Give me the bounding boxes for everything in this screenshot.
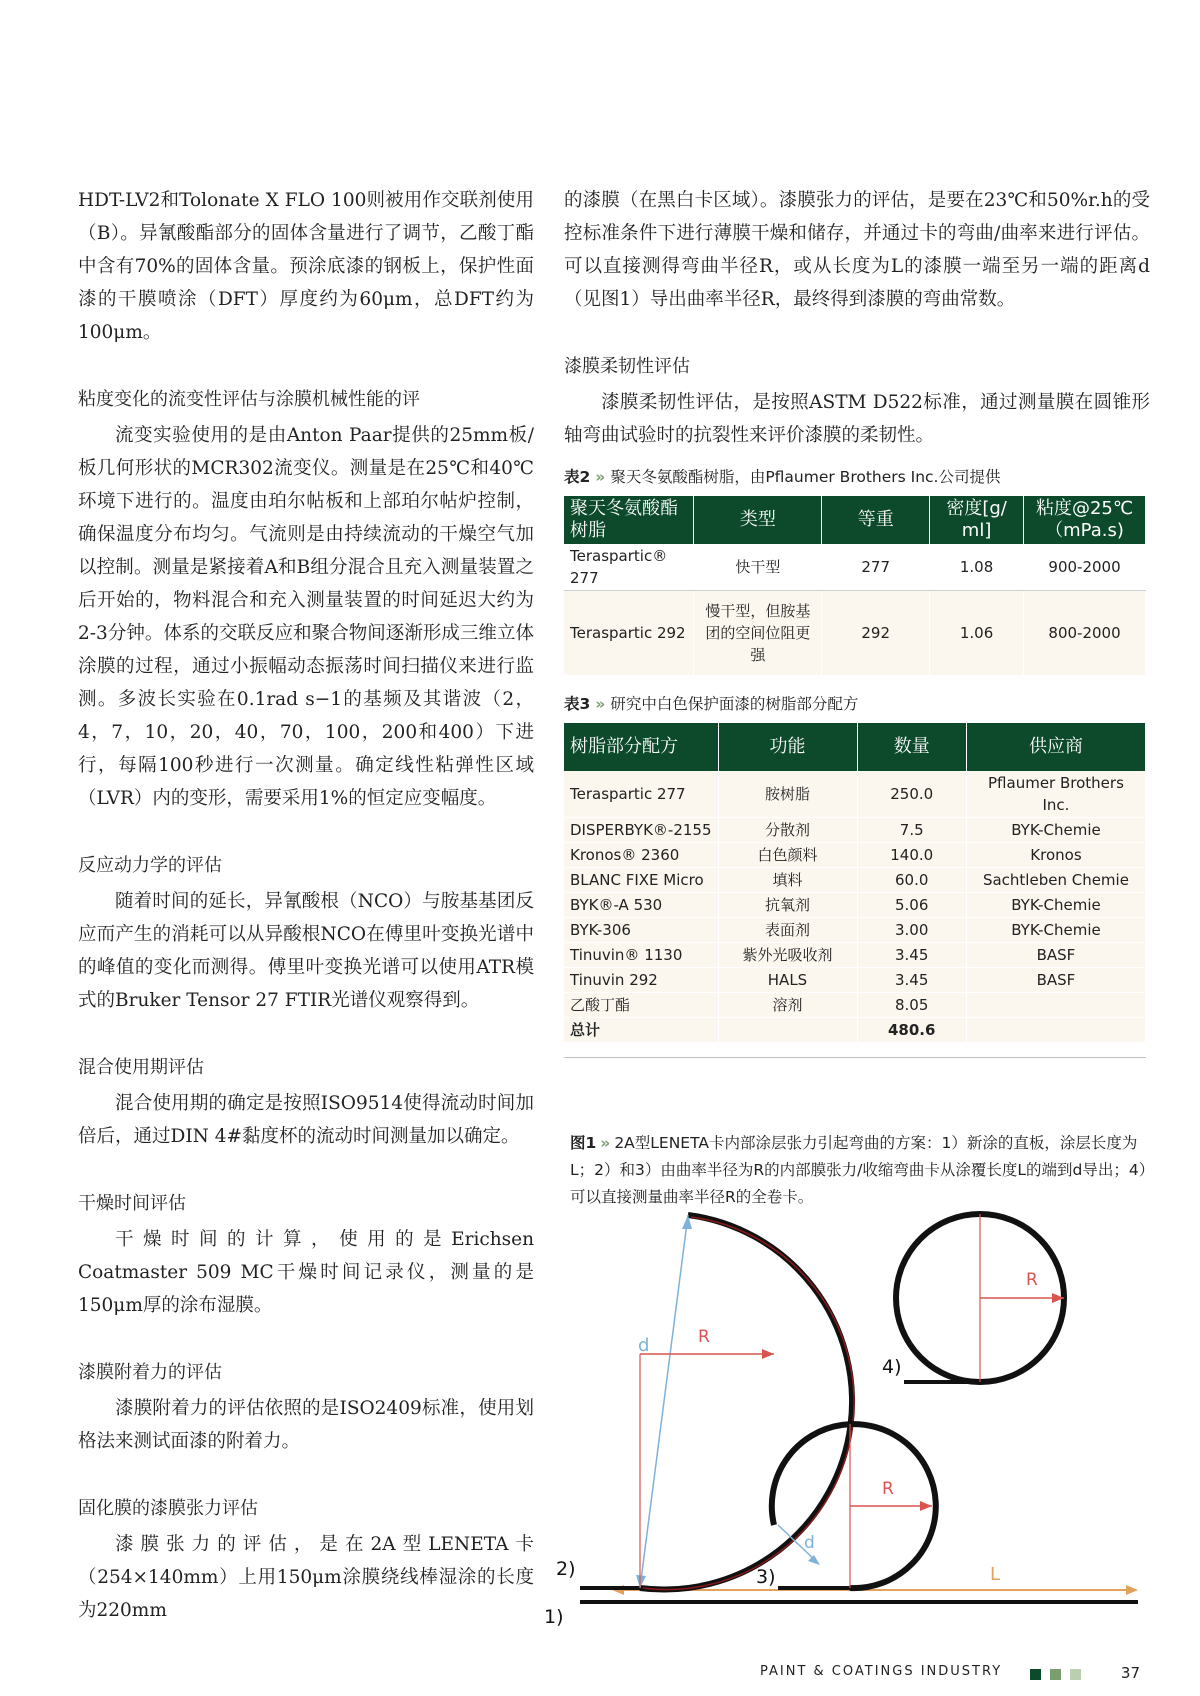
figure1-separator: »	[600, 1134, 611, 1152]
tension-paragraph: 漆膜张力的评估，是在2A型LENETA卡（254×140mm）上用150μm涂膜绕线棒湿涂的长度为220mm	[78, 1534, 534, 1621]
table-cell: 5.06	[857, 893, 966, 918]
table-cell: 慢干型，但胺基团的空间位阻更强	[694, 591, 822, 676]
table3-header-cell: 数量	[857, 723, 966, 771]
table2	[564, 496, 1146, 675]
intro-paragraph: HDT-LV2和Tolonate X FLO 100则被用作交联剂使用（B）。异氰酸酯部分的固体含量进行了调节，乙酸丁酯中含有70%的固体含量。预涂底漆的钢板上，保护性面漆的干膜喷涂（DFT）厚度约为60μm，总DFT约为100μm。	[78, 190, 534, 343]
kinetics-paragraph: 随着时间的延长，异氰酸根（NCO）与胺基基团反应而产生的消耗可以从异酸根NCO在傅里叶变换光谱中的峰值的变化而测得。傅里叶变换光谱可以使用ATR模式的Bruker Tensor 27 FTIR光谱仪观察得到。	[78, 891, 534, 1011]
table2-header-cell: 聚天冬氨酸酯树脂	[564, 496, 694, 544]
rheology-paragraph: 流变实验使用的是由Anton Paar提供的25mm板/板几何形状的MCR302流变仪。测量是在25℃和40℃环境下进行的。温度由珀尔帖板和上部珀尔帖炉控制，确保温度分布均匀。气流则是由持续流动的干燥空气加以控制。测量是紧接着A和B组分混合且充入测量装置之后开始的，物料混合和充入测量装置的时间延迟大约为2-3分钟。体系的交联反应和聚合物间逐渐形成三维立体涂膜的过程，通过小振幅动态振荡时间扫描仪来进行监测。多波长实验在0.1rad s−1的基频及其谐波（2，4，7，10，20，40，70，100，200和400）下进行，每隔100秒进行一次测量。确定线性粘弹性区域（LVR）内的变形，需要采用1%的恒定应变幅度。	[78, 425, 534, 809]
table-cell: 白色颜料	[718, 843, 857, 868]
case2-r-label: R	[698, 1327, 710, 1347]
table2-caption	[564, 466, 1150, 488]
table-row	[564, 843, 1146, 868]
case4-label: 4)	[882, 1356, 902, 1378]
table-cell: 8.05	[857, 993, 966, 1018]
case2-chord	[640, 1215, 688, 1588]
page-number: 37	[1120, 1664, 1140, 1682]
table3-separator: »	[595, 695, 606, 713]
table-total-row	[564, 1018, 1146, 1043]
table-row	[564, 968, 1146, 993]
table-cell: 总计	[564, 1018, 718, 1043]
section-heading-adhesion: 漆膜附着力的评估	[78, 1362, 222, 1383]
table-cell: DISPERBYK®-2155	[564, 818, 718, 843]
table-cell: 292	[822, 591, 930, 676]
case1-label: 1)	[544, 1606, 564, 1628]
table-cell: BASF	[966, 943, 1145, 968]
table-cell: Tinuvin 292	[564, 968, 718, 993]
journal-name: PAINT & COATINGS INDUSTRY	[760, 1664, 1003, 1679]
case2-radius-arrowhead	[762, 1349, 774, 1359]
table3-body	[564, 771, 1146, 1043]
table2-number: 表2	[564, 468, 591, 486]
footer-square-icon	[1070, 1669, 1081, 1680]
footer-square-icon	[1030, 1669, 1041, 1680]
table2-header-cell: 粘度@25℃（mPa.s)	[1024, 496, 1146, 544]
table-cell: BYK-Chemie	[966, 818, 1145, 843]
table-cell: 480.6	[857, 1018, 966, 1043]
case3-d-label: d	[804, 1533, 815, 1553]
section-heading-tension: 固化膜的漆膜张力评估	[78, 1498, 258, 1519]
table-cell: Teraspartic 292	[564, 591, 694, 676]
table3-caption	[564, 693, 1150, 715]
case2-film	[643, 1217, 854, 1590]
table-row	[564, 818, 1146, 843]
table-cell: 快干型	[694, 544, 822, 591]
table-cell: 60.0	[857, 868, 966, 893]
left-column	[78, 184, 534, 1627]
length-arrowhead-right	[1126, 1585, 1138, 1595]
table-row	[564, 893, 1146, 918]
table-row	[564, 868, 1146, 893]
table3-header-cell: 供应商	[966, 723, 1145, 771]
table3-title: 研究中白色保护面漆的树脂部分配方	[610, 695, 859, 713]
table-cell: 3.45	[857, 943, 966, 968]
continuation-paragraph: 的漆膜（在黑白卡区域）。漆膜张力的评估，是要在23℃和50%r.h的受控标准条件下进行薄膜干燥和储存，并通过卡的弯曲/曲率来进行评估。可以直接测得弯曲半径R，或从长度为L的漆膜一端至另一端的距离d（见图1）导出曲率半径R，最终得到漆膜的弯曲常数。	[564, 190, 1150, 310]
table-cell: Teraspartic® 277	[564, 544, 694, 591]
figure1-number: 图1	[570, 1134, 597, 1152]
section-heading-drying: 干燥时间评估	[78, 1193, 186, 1214]
table-cell: 表面剂	[718, 918, 857, 943]
table-cell: 7.5	[857, 818, 966, 843]
right-column	[564, 184, 1150, 1058]
table-cell: 抗氧剂	[718, 893, 857, 918]
table2-header-cell: 等重	[822, 496, 930, 544]
table-cell: 分散剂	[718, 818, 857, 843]
table3-header-cell: 功能	[718, 723, 857, 771]
table-cell: BYK®-A 530	[564, 893, 718, 918]
table-cell: 胺树脂	[718, 771, 857, 818]
case4-r-label: R	[1026, 1270, 1038, 1290]
table-row	[564, 591, 1146, 676]
table-row	[564, 993, 1146, 1018]
table-cell: HALS	[718, 968, 857, 993]
table2-header-row	[564, 496, 1146, 544]
table2-header-cell: 密度[g/ ml]	[930, 496, 1024, 544]
figure1-caption	[570, 1130, 1150, 1211]
table-cell: 250.0	[857, 771, 966, 818]
case2-arc	[640, 1215, 852, 1590]
table3-number: 表3	[564, 695, 591, 713]
adhesion-paragraph: 漆膜附着力的评估依照的是ISO2409标准，使用划格法来测试面漆的附着力。	[78, 1398, 534, 1452]
table-cell: BLANC FIXE Micro	[564, 868, 718, 893]
drying-paragraph: 干燥时间的计算，使用的是Erichsen Coatmaster 509 MC干燥时间记录仪，测量的是150μm厚的涂布湿膜。	[78, 1229, 534, 1316]
figure1-caption-text: 2A型LENETA卡内部涂层张力引起弯曲的方案：1）新涂的直板，涂层长度为L；2）和3）由曲率半径为R的内部膜张力/收缩弯曲卡从涂覆长度L的端到d导出；4）可以直接测量曲率半径R的全卷卡。	[570, 1134, 1147, 1206]
table-cell: Kronos	[966, 843, 1145, 868]
table-cell: 溶剂	[718, 993, 857, 1018]
table-cell: Teraspartic 277	[564, 771, 718, 818]
table-row	[564, 943, 1146, 968]
table-cell: 3.45	[857, 968, 966, 993]
table-cell: BYK-Chemie	[966, 893, 1145, 918]
case3-chord-arrowhead	[808, 1555, 820, 1565]
table-cell: 乙酸丁酯	[564, 993, 718, 1018]
figure1-diagram	[544, 1225, 1160, 1645]
table-cell: Pflaumer Brothers Inc.	[966, 771, 1145, 818]
table3-header-row	[564, 723, 1146, 771]
table-cell: 填料	[718, 868, 857, 893]
section-heading-rheology: 粘度变化的流变性评估与涂膜机械性能的评	[78, 389, 420, 410]
table-cell: BYK-Chemie	[966, 918, 1145, 943]
divider-line	[564, 1057, 1146, 1058]
table-cell: BYK-306	[564, 918, 718, 943]
table2-separator: »	[595, 468, 606, 486]
footer-square-icon	[1050, 1669, 1061, 1680]
table-cell: 1.06	[930, 591, 1024, 676]
table-cell: 3.00	[857, 918, 966, 943]
table2-header-cell: 类型	[694, 496, 822, 544]
table-cell: 277	[822, 544, 930, 591]
table-row	[564, 771, 1146, 818]
case2-label: 2)	[556, 1558, 576, 1580]
page-footer	[760, 1664, 1140, 1688]
table-row	[564, 544, 1146, 591]
table3	[564, 723, 1146, 1043]
section-heading-potlife: 混合使用期评估	[78, 1057, 204, 1078]
table-cell	[966, 993, 1145, 1018]
flexibility-paragraph: 漆膜柔韧性评估，是按照ASTM D522标准，通过测量膜在圆锥形轴弯曲试验时的抗裂性来评价漆膜的柔韧性。	[564, 392, 1150, 446]
table-cell: BASF	[966, 968, 1145, 993]
case3-r-label: R	[882, 1479, 894, 1499]
table2-title: 聚天冬氨酸酯树脂，由Pflaumer Brothers Inc.公司提供	[610, 468, 1001, 486]
table-cell: Kronos® 2360	[564, 843, 718, 868]
table-cell: 1.08	[930, 544, 1024, 591]
table-cell: Tinuvin® 1130	[564, 943, 718, 968]
table-cell	[966, 1018, 1145, 1043]
table-cell: 140.0	[857, 843, 966, 868]
potlife-paragraph: 混合使用期的确定是按照ISO9514使得流动时间加倍后，通过DIN 4#黏度杯的流动时间测量加以确定。	[78, 1093, 534, 1147]
case2-d-label: d	[638, 1335, 650, 1356]
table-row	[564, 918, 1146, 943]
table-cell: 800-2000	[1024, 591, 1146, 676]
table-cell: Sachtleben Chemie	[966, 868, 1145, 893]
table-cell: 900-2000	[1024, 544, 1146, 591]
table3-header-cell: 树脂部分配方	[564, 723, 718, 771]
section-heading-kinetics: 反应动力学的评估	[78, 855, 222, 876]
table-cell: 紫外光吸收剂	[718, 943, 857, 968]
case3-radius-arrowhead	[920, 1501, 932, 1511]
section-heading-flexibility: 漆膜柔韧性评估	[564, 356, 690, 377]
length-label: L	[990, 1564, 1001, 1585]
case3-label: 3)	[756, 1566, 776, 1588]
table-cell	[718, 1018, 857, 1043]
